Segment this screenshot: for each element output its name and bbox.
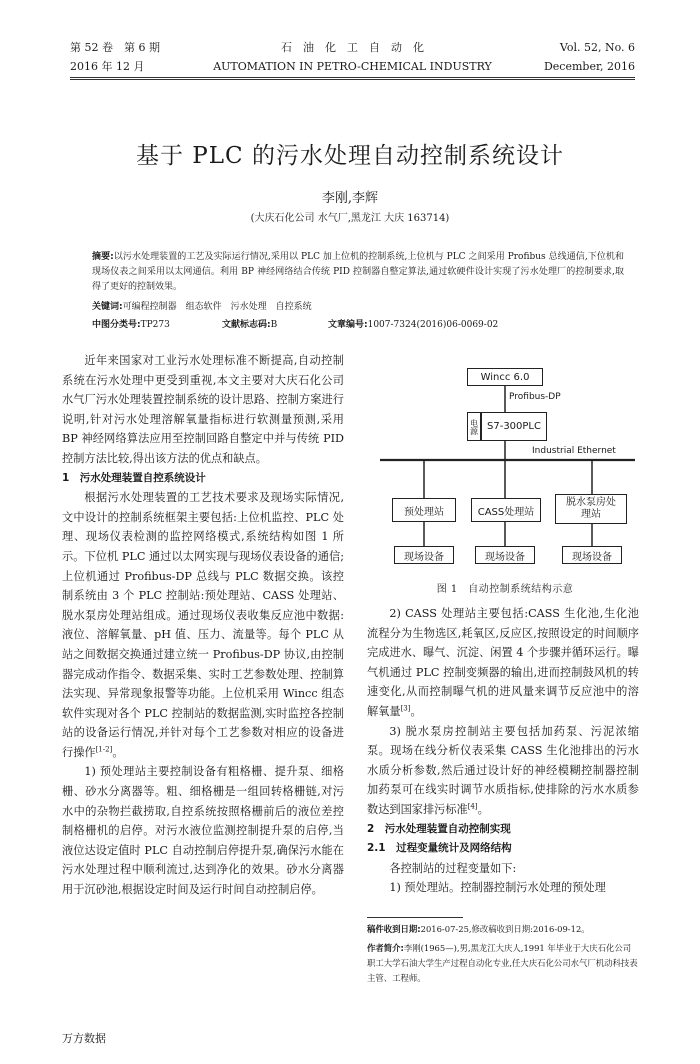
header-rule bbox=[70, 77, 635, 78]
header-journal-en: AUTOMATION IN PETRO-CHEMICAL INDUSTRY bbox=[213, 60, 492, 73]
field-device-2-box: 现场设备 bbox=[475, 546, 535, 564]
footnote-received bbox=[367, 922, 639, 937]
s1-p1-end: 。 bbox=[112, 745, 124, 759]
field-device-3-box: 现场设备 bbox=[562, 546, 622, 564]
s1-p3-end: 。 bbox=[410, 704, 422, 718]
ref-3: [3] bbox=[400, 704, 411, 713]
section-1-paragraph-1 bbox=[62, 488, 344, 762]
header-journal-cn: 石 油 化 工 自 动 化 bbox=[281, 41, 424, 54]
header-volume-en: Vol. 52, No. 6 bbox=[559, 41, 635, 54]
section-2-1-paragraph-1: 各控制站的过程变量如下: bbox=[389, 861, 517, 875]
figure-1 bbox=[370, 364, 640, 596]
section-1-heading: 1 污水处理装置自控系统设计 bbox=[62, 471, 206, 484]
left-column bbox=[62, 351, 344, 900]
paper-authors: 李刚,李辉 bbox=[321, 191, 379, 206]
paper-affiliation: (大庆石化公司 水气厂,黑龙江 大庆 163714) bbox=[250, 213, 450, 224]
station-dewater-box: 脱水泵房处理站 bbox=[555, 494, 627, 524]
abstract-text: 以污水处理装置的工艺及实际运行情况,采用以 PLC 加上位机的控制系统,上位机与 PLC 之间采用 Profibus 总线通信,下位机和现场仪表之间采用以太网通信。利用 BP 神经网络结合传统 PID 控制器自整定算法,通过软硬件设计实现了污水处理厂的控制要求,取得了更好的控制效果。 bbox=[92, 252, 624, 292]
s1-p4-text: 3) 脱水泵房控制站主要包括加药泵、污泥浓缩泵。现场在线分析仪表采集 CASS 生化池排出的污水水质分析参数,然后通过设计好的神经模糊控制器控制加药泵可在线实时调节水质指标,使排除的污水水质参数达到国家排污标准 bbox=[367, 724, 639, 816]
keywords-label: 关键词: bbox=[92, 302, 123, 312]
clc-value: TP273 bbox=[140, 320, 170, 330]
footnote-received-label: 稿件收到日期: bbox=[367, 924, 421, 934]
article-number-field bbox=[328, 318, 498, 332]
s1-p1-text: 根据污水处理装置的工艺技术要求及现场实际情况,文中设计的控制系统框架主要包括:上位机监控、PLC 处理、现场仪表检测的监控网络模式,系统结构如图 1 所示。下位机 PLC 通过以太网实现与现场仪表设备的通信;上位机通过 Profibus-DP 总线与 PLC 数据交换。该控制系统由 3 个 PLC 控制站:预处理站、CASS 处理站、脱水泵房处理站组成。通过现场仪表收集反应池中数据:液位、溶解氧量、pH 值、压力、流量等。每个 PLC 从站之间数据交换通过建立统一 Profibus-DP 协议,由控制器完成动作指令、数据采集、实时工艺参数处理、控制算法实现、异常现象报警等功能。上位机采用 Wincc 组态软件实现对各个 PLC 控制站的数据监测,实时监控各控制站的设备运行情况,并针对每个工艺参数对相应的设备进行操作 bbox=[62, 491, 344, 759]
section-2-1-heading: 2.1 过程变量统计及网络结构 bbox=[367, 842, 512, 855]
footnote-author-text: 李刚(1965—),男,黑龙江大庆人,1991 年毕业于大庆石化公司职工大学石油大学生产过程自动化专业,任大庆石化公司水气厂机动科技表主管、工程师。 bbox=[367, 943, 638, 983]
section-1-paragraph-2: 1) 预处理站主要控制设备有粗格栅、提升泵、细格栅、砂水分离器等。粗、细格栅是一组回转格栅链,对污水中的杂物拦截捞取,自控系统按照格栅前后的液位差控制格栅机的启停。对污水液位监测控制提升泵的启停,当液位达设定值时 PLC 自动控制启停提升泵,确保污水能在污水处理过程中顺利流过,达到净化的效果。砂水分离器用于沉砂池,根据设定时间及运行时间自动控制启停。 bbox=[62, 765, 344, 897]
station-cass-box: CASS处理站 bbox=[471, 498, 541, 522]
header-date-cn: 2016 年 12 月 bbox=[70, 60, 145, 73]
paper-title: 基于 PLC 的污水处理自动控制系统设计 bbox=[136, 143, 564, 169]
header-date-en: December, 2016 bbox=[543, 60, 635, 73]
s1-p3-text: 2) CASS 处理站主要包括:CASS 生化池,生化池流程分为生物选区,耗氧区,反应区,按照设定的时间顺序完成进水、曝气、沉淀、闲置 4 个步骤并循环运行。曝气机通过 PLC 控制变频器的输出,进而控制鼓风机的转速变化,从而控制曝气机的进风量来调节反应池中的溶解氧量 bbox=[367, 607, 639, 718]
ref-1-2: [1-2] bbox=[95, 745, 113, 754]
section-1-paragraph-4 bbox=[367, 722, 639, 820]
article-number-value: 1007-7324(2016)06-0069-02 bbox=[367, 320, 499, 330]
clc-label: 中图分类号: bbox=[92, 320, 141, 330]
right-column bbox=[367, 604, 639, 898]
doc-code-field bbox=[222, 318, 277, 332]
section-2-heading: 2 污水处理装置自动控制实现 bbox=[367, 822, 511, 835]
footnote-author bbox=[367, 941, 639, 986]
footnote-author-label: 作者简介: bbox=[367, 943, 404, 953]
station-preprocess-box: 预处理站 bbox=[392, 498, 456, 522]
intro-paragraph: 近年来国家对工业污水处理标准不断提高,自动控制系统在污水处理中更受到重视,本文主要对大庆石化公司水气厂污水处理装置控制系统的设计思路、控制方案进行说明,针对污水处理溶解氧量指标进行软测量预测,采用 BP 神经网络算法应用至控制回路自整定中并与传统 PID 控制方法比较,得出该方法的优点和缺点。 bbox=[62, 354, 344, 465]
power-box: 电源 bbox=[467, 412, 481, 441]
footnote-rule bbox=[367, 917, 463, 918]
figure-1-caption: 图 1 自动控制系统结构示意 bbox=[436, 584, 574, 595]
article-number-label: 文章编号: bbox=[328, 320, 368, 330]
header-volume: 第 52 卷 第 6 期 bbox=[70, 41, 160, 54]
header-rule-2 bbox=[70, 79, 635, 80]
section-1-paragraph-3 bbox=[367, 604, 639, 722]
watermark: 万方数据 bbox=[62, 1032, 106, 1045]
section-2-1-paragraph-2: 1) 预处理站。控制器控制污水处理的预处理 bbox=[389, 881, 606, 895]
footnote-received-text: 2016-07-25,修改稿收到日期:2016-09-12。 bbox=[420, 924, 590, 934]
doc-code-label: 文献标志码: bbox=[222, 320, 271, 330]
wincc-box: Wincc 6.0 bbox=[467, 368, 543, 386]
clc-field bbox=[92, 318, 170, 332]
abstract bbox=[92, 250, 624, 295]
doc-code-value: B bbox=[270, 320, 278, 330]
field-device-1-box: 现场设备 bbox=[394, 546, 454, 564]
s1-p4-end: 。 bbox=[477, 802, 489, 816]
ethernet-label: Industrial Ethernet bbox=[532, 446, 616, 456]
plc-box: S7-300PLC bbox=[481, 412, 547, 441]
keywords bbox=[92, 300, 624, 314]
abstract-label: 摘要: bbox=[92, 252, 114, 262]
ref-4: [4] bbox=[467, 802, 478, 811]
keywords-text: 可编程控制器 组态软件 污水处理 自控系统 bbox=[122, 302, 312, 312]
profibus-label: Profibus-DP bbox=[509, 392, 561, 402]
